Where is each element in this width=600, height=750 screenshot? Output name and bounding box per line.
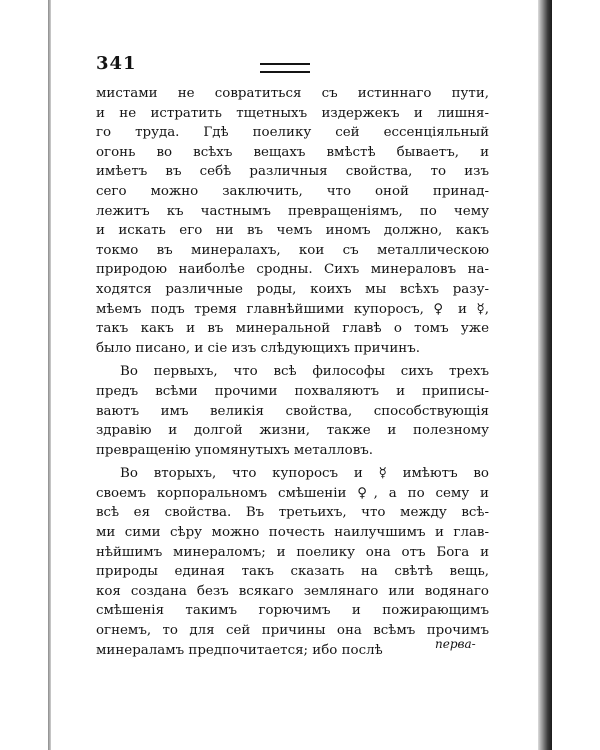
- text-line: имѣетъ въ себѣ различныя свойства, то изъ: [96, 164, 489, 180]
- text-line: и искать его ни въ чемъ иномъ должно, какъ: [96, 223, 489, 239]
- text-line: нѣйшимъ минераломъ; и поелику она отъ Бога и: [96, 544, 489, 560]
- text-line: лежитъ къ частнымъ превращеніямъ, по чему: [96, 203, 489, 219]
- text-line: было писано, и сіе изъ слѣдующихъ причинъ.: [96, 340, 420, 356]
- text-line: всѣ ея свойства. Въ третьихъ, что между всѣ-: [96, 505, 489, 521]
- text-line: превращенію упомянутыхъ металловъ.: [96, 442, 374, 458]
- text-line: здравію и долгой жизни, также и полезному: [96, 423, 489, 439]
- text-line: огонь во всѣхъ вещахъ вмѣстѣ бываетъ, и: [96, 144, 489, 160]
- catchword: перва-: [435, 637, 476, 651]
- text-line: Во первыхъ, что всѣ философы сихъ трехъ: [120, 364, 489, 380]
- text-line: природы единая такъ сказать на свѣтѣ вещь,: [96, 564, 489, 580]
- text-line: ваютъ имъ великія свойства, способствующія: [96, 403, 489, 419]
- paragraph-3: [96, 464, 489, 660]
- paragraph-2: [96, 362, 489, 460]
- paragraph-1: [96, 84, 489, 358]
- scan-shadow-right: [538, 0, 552, 750]
- text-line: огнемъ, то для сей причины она всѣмъ прочимъ: [96, 623, 489, 639]
- body-text: [96, 84, 489, 660]
- text-line: ми сими сѣру можно почесть наилучшимъ и глав-: [96, 525, 489, 541]
- text-line: такъ какъ и въ минеральной главѣ о томъ уже: [96, 321, 489, 337]
- text-line: мѣемъ подъ тремя главнѣйшими купоросъ, ♀ и ☿,: [96, 301, 489, 317]
- text-line: Во вторыхъ, что купоросъ и ☿ имѣютъ во: [120, 466, 489, 482]
- text-line: сего можно заключить, что оной принад-: [96, 183, 489, 199]
- text-line: токмо въ минералахъ, кои съ металлическою: [96, 242, 489, 258]
- header-rule: [260, 63, 310, 73]
- text-line: го труда. Гдѣ поелику сей ессенціяльный: [96, 125, 489, 141]
- text-line: предъ всѣми прочими похваляютъ и приписы-: [96, 383, 489, 399]
- scan-shadow-left: [48, 0, 51, 750]
- text-line: ходятся различные роды, коихъ мы всѣхъ разу-: [96, 281, 489, 297]
- page-number: 341: [96, 53, 137, 74]
- text-line: мистами не совратиться съ истиннаго пути,: [96, 86, 489, 101]
- text-line: своемъ корпоральномъ смѣшеніи ♀, а по сему и: [96, 485, 489, 501]
- text-line: и не истратить тщетныхъ издержекъ и лишня-: [96, 105, 489, 121]
- text-line: коя создана безъ всякаго землянаго или водянаго: [96, 583, 489, 599]
- text-line: смѣшенія такимъ горючимъ и пожирающимъ: [96, 603, 489, 619]
- text-line: природою наиболѣе сродны. Сихъ минераловъ на-: [96, 262, 489, 278]
- text-line: минераламъ предпочитается; ибо послѣ: [96, 642, 383, 658]
